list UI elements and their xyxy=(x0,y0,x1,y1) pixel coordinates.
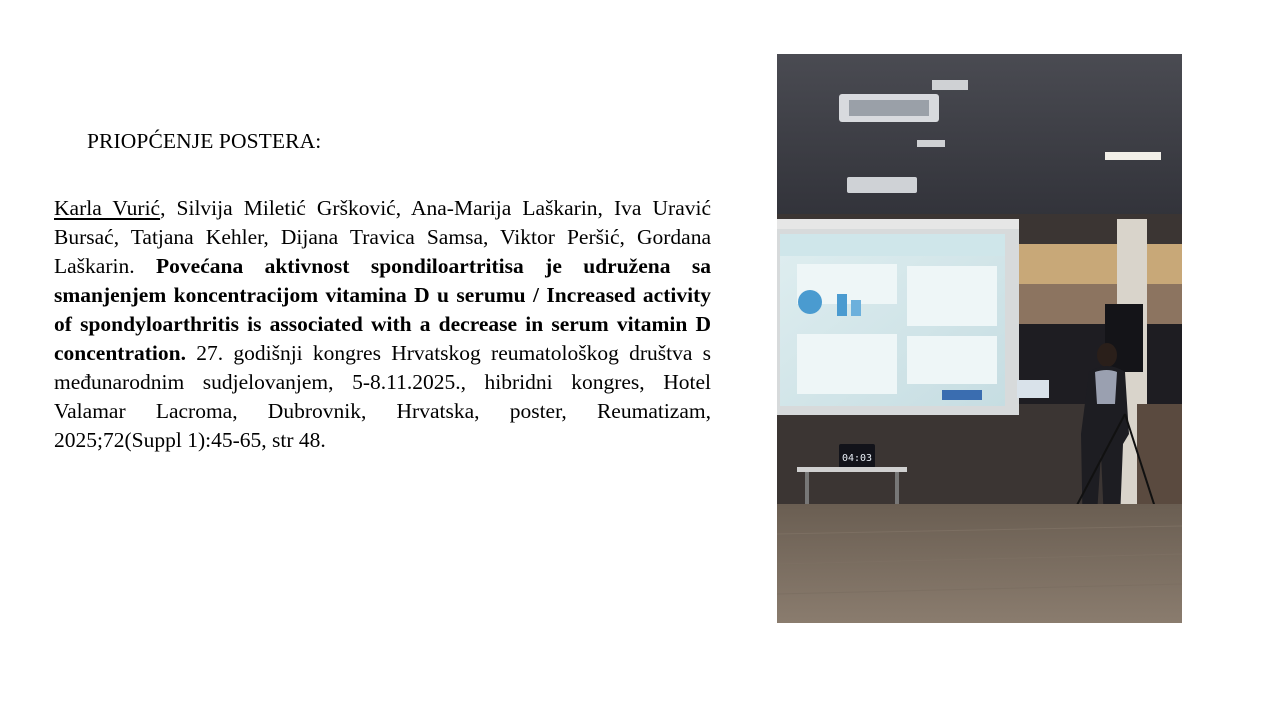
timer-display: 04:03 xyxy=(841,453,873,464)
poster-title: Povećana aktivnost spondiloartritisa je udružena sa smanjenjem koncentracijom vitamina D u serumu / Increased activity of spondyloarthritis is associated with a decrease in serum vitamin D concentration. xyxy=(54,254,712,365)
conference-details: 27. godišnji kongres Hrvatskog reumatološkog društva s međunarodnim sudjelovanjem, 5-8.11.2025., hibridni kongres, Hotel Valamar Lacroma, Dubrovnik, Hrvatska, poster, Reumatizam, 2025;72(Suppl 1):45-65, str 48. xyxy=(54,341,711,452)
poster-presentation-photo xyxy=(777,54,1182,623)
citation-paragraph xyxy=(54,194,711,455)
section-heading: PRIOPĆENJE POSTERA: xyxy=(87,129,322,153)
co-authors: , Silvija Miletić Gršković, Ana-Marija Laškarin, Iva Uravić Bursać, Tatjana Kehler, Dijana Travica Samsa, Viktor Peršić, Gordana Laškarin. xyxy=(54,196,711,278)
first-author: Karla Vurić xyxy=(54,196,161,220)
